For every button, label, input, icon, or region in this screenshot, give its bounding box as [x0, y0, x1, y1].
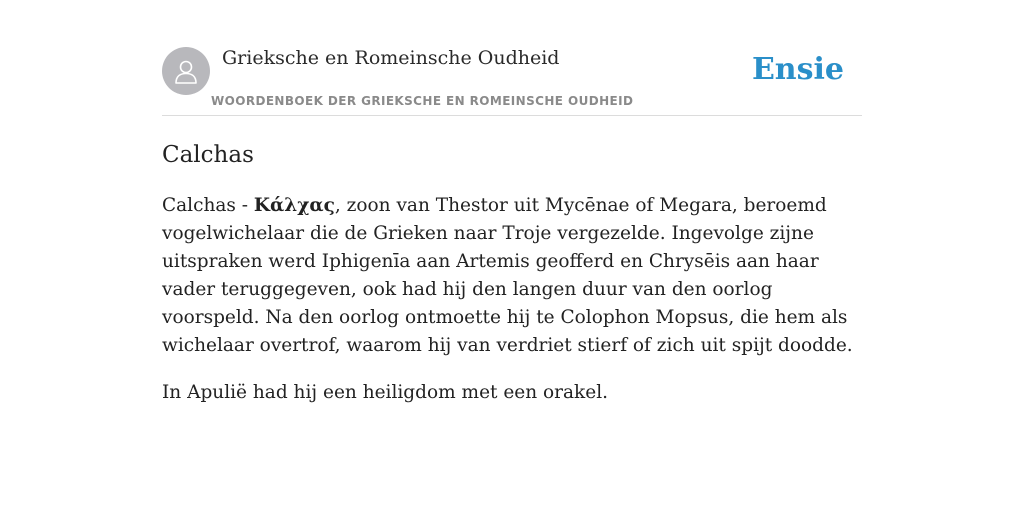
greek-term: Κάλχας — [253, 195, 335, 216]
entry-title: Calchas — [162, 142, 254, 168]
page — [162, 0, 862, 403]
entry-text: , zoon van Thestor uit Mycēnae of Megara, beroemd vogelwichelaar die de Grieken naar Troje vergezelde. Ingevolge zijne uitspraken werd Iphigenīa aan Artemis geofferd en Chrysēis aan haar vader teruggegeven, ook had hij den langen duur van den oorlog voorspeld. Na den oorlog ontmoette hij te Colophon Mopsus, die hem als wichelaar overtrof, waarom hij van verdriet stierf of zich uit spijt doodde. — [162, 195, 853, 356]
source-title[interactable]: Grieksche en Romeinsche Oudheid — [222, 47, 560, 69]
entry-body — [162, 192, 862, 426]
entry-paragraph — [162, 192, 862, 360]
source-subtitle: WOORDENBOEK DER GRIEKSCHE EN ROMEINSCHE OUDHEID — [211, 94, 634, 108]
avatar[interactable] — [162, 47, 210, 95]
header — [162, 0, 862, 116]
brand-logo[interactable]: Ensie — [751, 52, 844, 87]
user-icon — [172, 57, 200, 85]
entry-paragraph-2: In Apulië had hij een heiligdom met een orakel. — [162, 382, 609, 403]
entry-lead: Calchas - — [162, 195, 254, 216]
